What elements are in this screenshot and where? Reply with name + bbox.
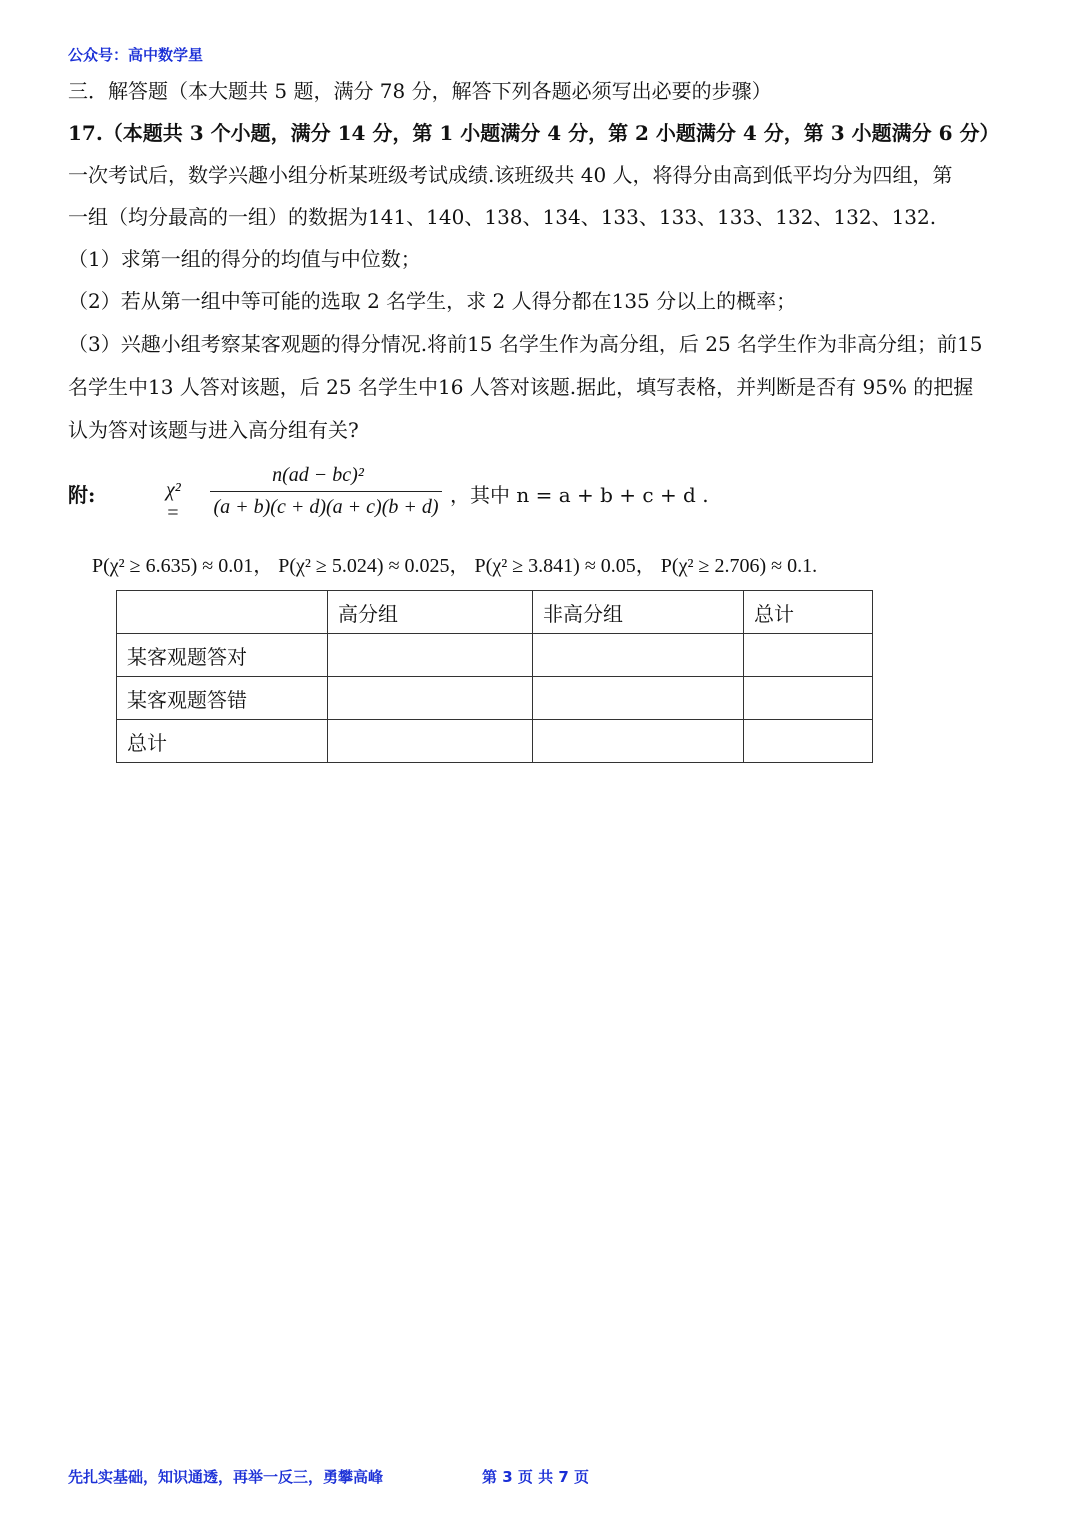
problem-intro-line2: 一组（均分最高的一组）的数据为141、140、138、134、133、133、133、132、132、132. bbox=[68, 205, 937, 229]
table-header-cell: 非高分组 bbox=[533, 591, 744, 634]
problem-part2: （2）若从第一组中等可能的选取 2 名学生，求 2 人得分都在135 分以上的概率； bbox=[68, 289, 797, 313]
formula-lhs: χ² = bbox=[166, 479, 181, 524]
table-row bbox=[117, 677, 873, 720]
critical-values: P(χ² ≥ 6.635) ≈ 0.01， P(χ² ≥ 5.024) ≈ 0.025， P(χ² ≥ 3.841) ≈ 0.05， P(χ² ≥ 2.706) ≈ 0.1. bbox=[92, 555, 818, 577]
table-cell bbox=[744, 677, 873, 720]
formula-tail: ，其中 n = a + b + c + d . bbox=[450, 483, 709, 507]
table-cell bbox=[328, 720, 533, 763]
table-row bbox=[117, 634, 873, 677]
row-label: 总计 bbox=[117, 720, 328, 763]
formula-denominator: (a + b)(c + d)(a + c)(b + d) bbox=[213, 496, 439, 518]
table-cell bbox=[328, 677, 533, 720]
contingency-table bbox=[116, 590, 873, 763]
problem-part3-line3: 认为答对该题与进入高分组有关? bbox=[68, 418, 359, 442]
problem-part3-line1: （3）兴趣小组考察某客观题的得分情况.将前15 名学生作为高分组，后 25 名学生作为非高分组；前15 bbox=[68, 332, 983, 356]
formula-label: 附: bbox=[68, 483, 96, 507]
table-cell bbox=[533, 720, 744, 763]
table-header-cell: 高分组 bbox=[328, 591, 533, 634]
table-cell bbox=[744, 720, 873, 763]
formula-numerator: n(ad − bc)² bbox=[272, 464, 364, 486]
problem-part3-line2: 名学生中13 人答对该题，后 25 名学生中16 人答对该题.据此，填写表格，并判断是否有 95% 的把握 bbox=[68, 375, 974, 399]
table-cell bbox=[328, 634, 533, 677]
problem-part1: （1）求第一组的得分的均值与中位数； bbox=[68, 247, 421, 271]
table-row bbox=[117, 720, 873, 763]
footer-slogan: 先扎实基础，知识通透，再举一反三，勇攀高峰 bbox=[68, 1468, 384, 1486]
section-title: 三．解答题（本大题共 5 题，满分 78 分，解答下列各题必须写出必要的步骤） bbox=[68, 79, 772, 103]
table-cell bbox=[533, 677, 744, 720]
problem-intro-line1: 一次考试后，数学兴趣小组分析某班级考试成绩.该班级共 40 人，将得分由高到低平均分为四组，第 bbox=[68, 163, 953, 187]
row-label: 某客观题答错 bbox=[117, 677, 328, 720]
table-header-cell: 总计 bbox=[744, 591, 873, 634]
header-account: 公众号：高中数学星 bbox=[68, 46, 204, 64]
fraction-bar bbox=[210, 491, 442, 492]
table-cell bbox=[744, 634, 873, 677]
row-label: 某客观题答对 bbox=[117, 634, 328, 677]
table-header-cell bbox=[117, 591, 328, 634]
problem-heading: 17.（本题共 3 个小题，满分 14 分，第 1 小题满分 4 分，第 2 小题满分 4 分，第 3 小题满分 6 分） bbox=[68, 121, 1000, 145]
table-cell bbox=[533, 634, 744, 677]
footer-page-number: 第 3 页 共 7 页 bbox=[482, 1468, 589, 1486]
table-header-row bbox=[117, 591, 873, 634]
